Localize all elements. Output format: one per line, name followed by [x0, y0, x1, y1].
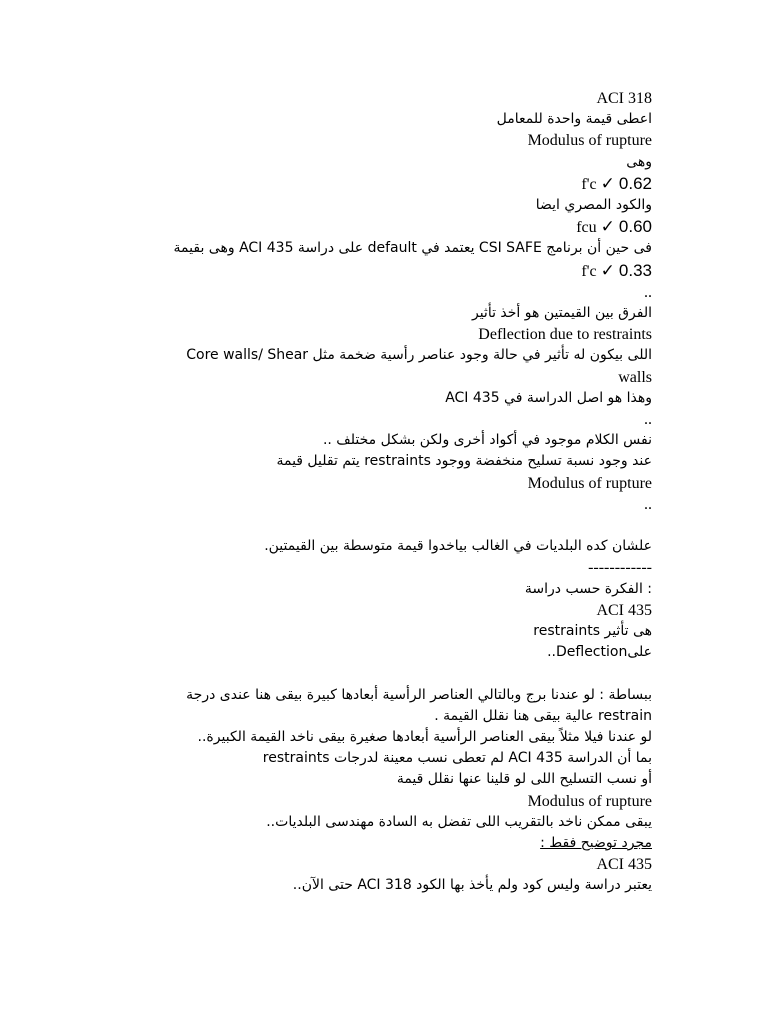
text-line: يعتبر دراسة وليس كود ولم يأخذ بها الكود ACI 318 حتى الآن.. [292, 877, 652, 894]
text-line: بما أن الدراسة ACI 435 لم تعطى نسب معينة لدرجات restraints [262, 750, 652, 767]
blank-line [100, 515, 652, 536]
text-line: والكود المصري ايضا [535, 197, 652, 214]
text-line: اللى بيكون له تأثير في حالة وجود عناصر رأسية ضخمة مثل Core walls/ Shear [186, 347, 652, 364]
document-body [100, 88, 652, 897]
text-line: Deflection due to restraints [478, 326, 652, 344]
check-icon: ✓ [600, 260, 615, 281]
formula-line [100, 260, 652, 282]
formula-coefficient: 0.60 [618, 217, 652, 237]
blank-line [100, 663, 652, 684]
formula-coefficient: 0.62 [618, 173, 652, 193]
check-icon: ✓ [600, 217, 615, 238]
formula-line [100, 216, 652, 238]
text-line: نفس الكلام موجود في أكواد أخرى ولكن بشكل مختلف .. [322, 432, 652, 449]
text-line: لو عندنا فيلا مثلاً بيقى العناصر الرأسية أبعادها صغيرة بيقى ناخد القيمة الكبيرة.. [197, 729, 652, 746]
text-line: ACI 435 [596, 856, 652, 874]
text-line: Modulus of rupture [527, 792, 652, 810]
text-line: وهذا هو اصل الدراسة في ACI 435 [445, 389, 652, 406]
check-icon: ✓ [600, 173, 615, 194]
formula-variable: f'c [581, 262, 597, 280]
text-line: : الفكرة حسب دراسة [524, 580, 652, 597]
text-line: ببساطة : لو عندنا برج وبالتالي العناصر الرأسية أبعادها كبيرة بيقى هنا عندى درجة [186, 686, 652, 703]
text-line: ACI 318 [596, 90, 652, 107]
text-line: walls [618, 368, 652, 386]
text-line: اعطى قيمة واحدة للمعامل [496, 111, 652, 128]
text-line: Modulus of rupture [527, 474, 652, 492]
text-line: علشان كده البلديات في الغالب بياخدوا قيمة متوسطة بين القيمتين. [264, 538, 652, 555]
formula-line [100, 173, 652, 195]
text-line: .. [644, 411, 652, 429]
text-line: restrain عالية بيقى هنا نقلل القيمة . [434, 707, 652, 724]
text-line: يبقى ممكن ناخد بالتقريب اللى تفضل به السادة مهندسى البلديات.. [266, 813, 652, 830]
text-line: .. [644, 283, 652, 301]
text-line: ACI 435 [596, 601, 652, 619]
text-line: فى حين أن برنامج CSI SAFE يعتمد في default على دراسة ACI 435 وهى بقيمة [173, 240, 652, 257]
text-line: Modulus of rupture [527, 132, 652, 150]
formula-variable: f'c [581, 175, 597, 193]
formula-variable: fcu [576, 219, 597, 237]
text-line: هى تأثير restraints [533, 623, 652, 640]
text-line: عند وجود نسبة تسليح منخفضة ووجود restraints يتم تقليل قيمة [276, 453, 652, 470]
text-line: الفرق بين القيمتين هو أخذ تأثير [471, 305, 652, 322]
separator-line: ------------ [588, 559, 652, 577]
text-line: أو نسب التسليح اللى لو قلينا عنها نقلل قيمة [396, 771, 652, 788]
text-line: وهى [626, 153, 652, 170]
formula-coefficient: 0.33 [618, 260, 652, 280]
note-heading: مجرد توضيح فقط : [540, 835, 652, 852]
text-line: علىDeflection.. [547, 644, 652, 661]
text-line: .. [644, 495, 652, 513]
